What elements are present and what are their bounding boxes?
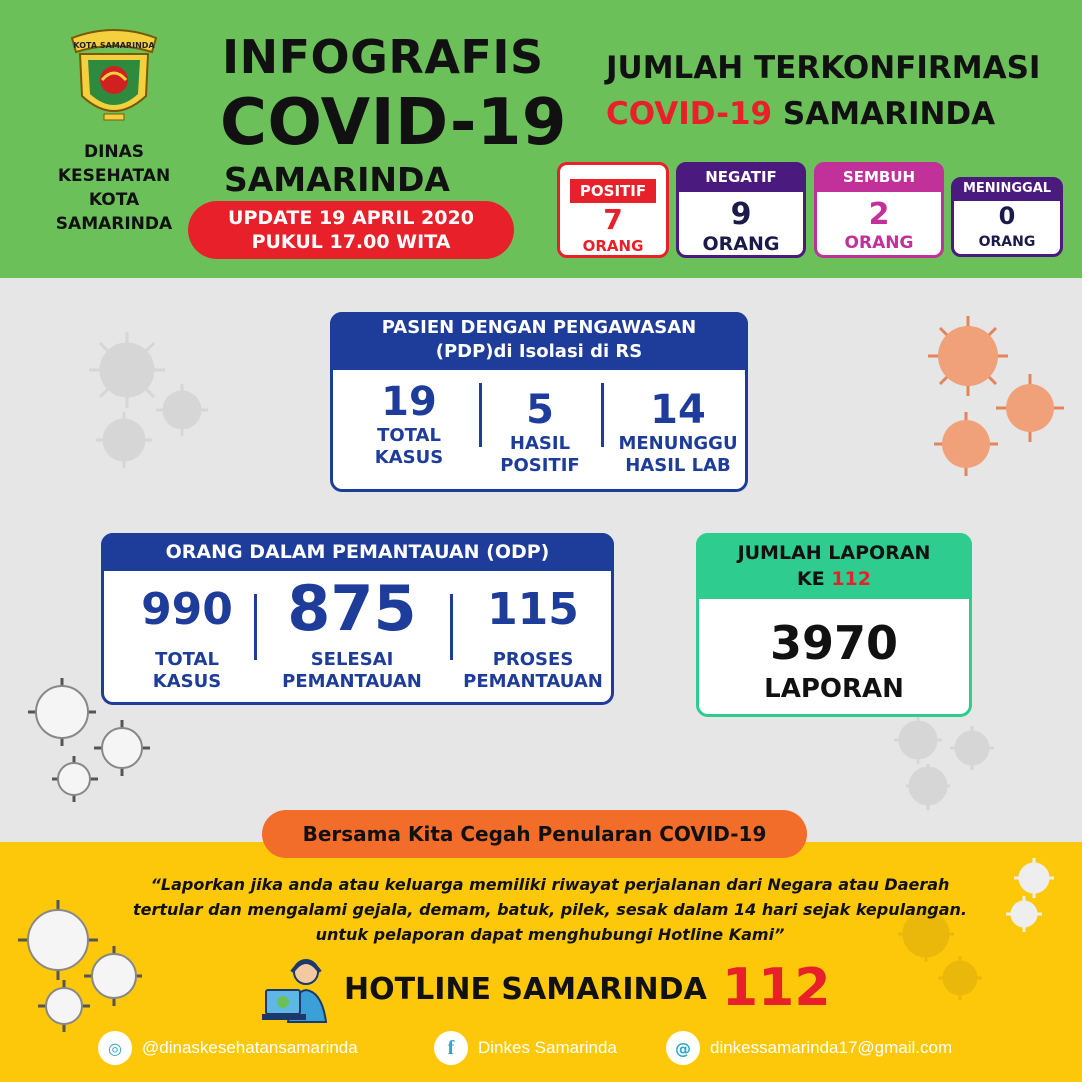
instructions-line3: untuk pelaporan dapat menghubungi Hotline Kami” <box>315 925 785 944</box>
update-badge <box>188 201 514 259</box>
virus-orange-icon <box>918 310 1068 480</box>
odp-done-label2: PEMANTAUAN <box>282 671 422 692</box>
pdp-divider <box>479 383 482 447</box>
odp-divider <box>254 594 257 660</box>
pdp-waiting-value: 14 <box>650 387 706 433</box>
agency-line-1: DINAS <box>83 142 145 162</box>
stat-meninggal-unit: ORANG <box>978 234 1036 250</box>
odp-process-label1: PROSES <box>492 649 574 670</box>
reports-panel <box>696 533 972 717</box>
stat-meninggal-value: 0 <box>998 202 1016 230</box>
odp-divider <box>450 594 453 660</box>
instagram-icon: ◎ <box>98 1031 132 1065</box>
agency-name <box>40 140 188 236</box>
reports-unit: LAPORAN <box>764 674 904 704</box>
email-address: dinkessamarinda17@gmail.com <box>710 1038 953 1057</box>
odp-process <box>456 584 610 693</box>
odp-done <box>262 572 442 693</box>
stat-negatif-value: 9 <box>730 197 752 232</box>
virus-gray-icon <box>82 318 222 478</box>
reports-title-line1: JUMLAH LAPORAN <box>737 542 931 564</box>
city-emblem-icon <box>58 18 170 130</box>
instagram-handle: @dinaskesehatansamarinda <box>142 1038 358 1057</box>
pdp-title-line1: PASIEN DENGAN PENGAWASAN <box>381 317 697 338</box>
odp-total-label2: KASUS <box>152 671 222 692</box>
stat-sembuh-value: 2 <box>868 197 890 232</box>
facebook-name: Dinkes Samarinda <box>478 1038 617 1057</box>
update-date: UPDATE 19 APRIL 2020 <box>228 207 474 229</box>
odp-process-value: 115 <box>487 584 579 635</box>
agency-line-2: KESEHATAN <box>57 166 171 186</box>
odp-done-label1: SELESAI <box>310 649 394 670</box>
stat-sembuh <box>814 162 944 258</box>
confirmed-heading-line2 <box>606 96 995 132</box>
instagram-link[interactable] <box>98 1030 358 1066</box>
title-infografis: INFOGRAFIS <box>222 30 544 84</box>
odp-title: ORANG DALAM PEMANTAUAN (ODP) <box>101 533 614 571</box>
stat-negatif-label: NEGATIF <box>679 162 803 192</box>
pdp-positive <box>485 387 595 477</box>
pdp-positive-value: 5 <box>526 387 554 433</box>
stat-sembuh-label: SEMBUH <box>817 162 941 192</box>
pdp-waiting-label2: HASIL LAB <box>625 455 731 476</box>
confirmed-heading-rest: SAMARINDA <box>772 96 996 132</box>
confirmed-heading-line1: JUMLAH TERKONFIRMASI <box>606 50 1041 86</box>
pdp-divider <box>601 383 604 447</box>
pdp-waiting <box>611 387 745 477</box>
update-time: PUKUL 17.00 WITA <box>251 231 451 253</box>
stat-negatif <box>676 162 806 258</box>
slogan-banner: Bersama Kita Cegah Penularan COVID-19 <box>262 810 807 858</box>
stat-positif-unit: ORANG <box>582 237 644 255</box>
svg-text:KOTA SAMARINDA: KOTA SAMARINDA <box>73 41 155 50</box>
pdp-total-label2: KASUS <box>374 447 444 468</box>
pdp-total-value: 19 <box>381 379 437 425</box>
instructions-line2: tertular dan mengalami gejala, demam, batuk, pilek, sesak dalam 14 hari sejak kepulangan. <box>133 900 967 919</box>
title-covid: COVID-19 <box>220 86 567 160</box>
stat-meninggal <box>951 177 1063 257</box>
virus-gray-icon <box>888 712 998 812</box>
pdp-title-line2: (PDP)di Isolasi di RS <box>435 341 643 362</box>
stat-sembuh-unit: ORANG <box>844 233 914 253</box>
pdp-waiting-label1: MENUNGGU <box>618 433 738 454</box>
agency-line-3: KOTA <box>88 190 140 210</box>
confirmed-heading-red: COVID-19 <box>606 96 773 132</box>
pdp-total <box>353 379 465 469</box>
pdp-positive-label1: HASIL <box>509 433 571 454</box>
email-icon: @ <box>666 1031 700 1065</box>
reports-title-number: 112 <box>831 568 871 590</box>
reports-title-pre: KE <box>797 568 832 590</box>
hotline-label: HOTLINE SAMARINDA <box>344 972 707 1007</box>
stat-positif-value: 7 <box>603 203 623 236</box>
pdp-positive-label2: POSITIF <box>500 455 580 476</box>
hotline-number: 112 <box>722 958 831 1018</box>
pdp-header <box>330 312 748 370</box>
instructions-line1: “Laporkan jika anda atau keluarga memiliki riwayat perjalanan dari Negara atau Daerah <box>150 875 950 894</box>
stat-meninggal-label: MENINGGAL <box>954 177 1060 201</box>
agency-line-4: SAMARINDA <box>55 214 173 234</box>
stat-negatif-unit: ORANG <box>702 233 780 255</box>
email-link[interactable] <box>666 1030 952 1066</box>
stat-positif <box>557 162 669 258</box>
pdp-panel <box>330 312 748 492</box>
reports-title-line2 <box>696 566 972 592</box>
odp-done-value: 875 <box>287 572 417 645</box>
odp-panel <box>101 533 614 705</box>
report-instructions <box>100 872 1000 947</box>
title-city: SAMARINDA <box>224 160 450 199</box>
pdp-total-label1: TOTAL <box>377 425 441 446</box>
odp-total-value: 990 <box>141 584 233 635</box>
reports-value: 3970 <box>769 616 899 670</box>
call-center-operator-icon <box>262 952 334 1024</box>
odp-total-label1: TOTAL <box>155 649 219 670</box>
odp-total <box>122 584 252 693</box>
odp-process-label2: PEMANTAUAN <box>463 671 603 692</box>
stat-positif-label: POSITIF <box>570 179 656 203</box>
facebook-icon: f <box>434 1031 468 1065</box>
reports-header <box>696 533 972 599</box>
facebook-link[interactable] <box>434 1030 617 1066</box>
